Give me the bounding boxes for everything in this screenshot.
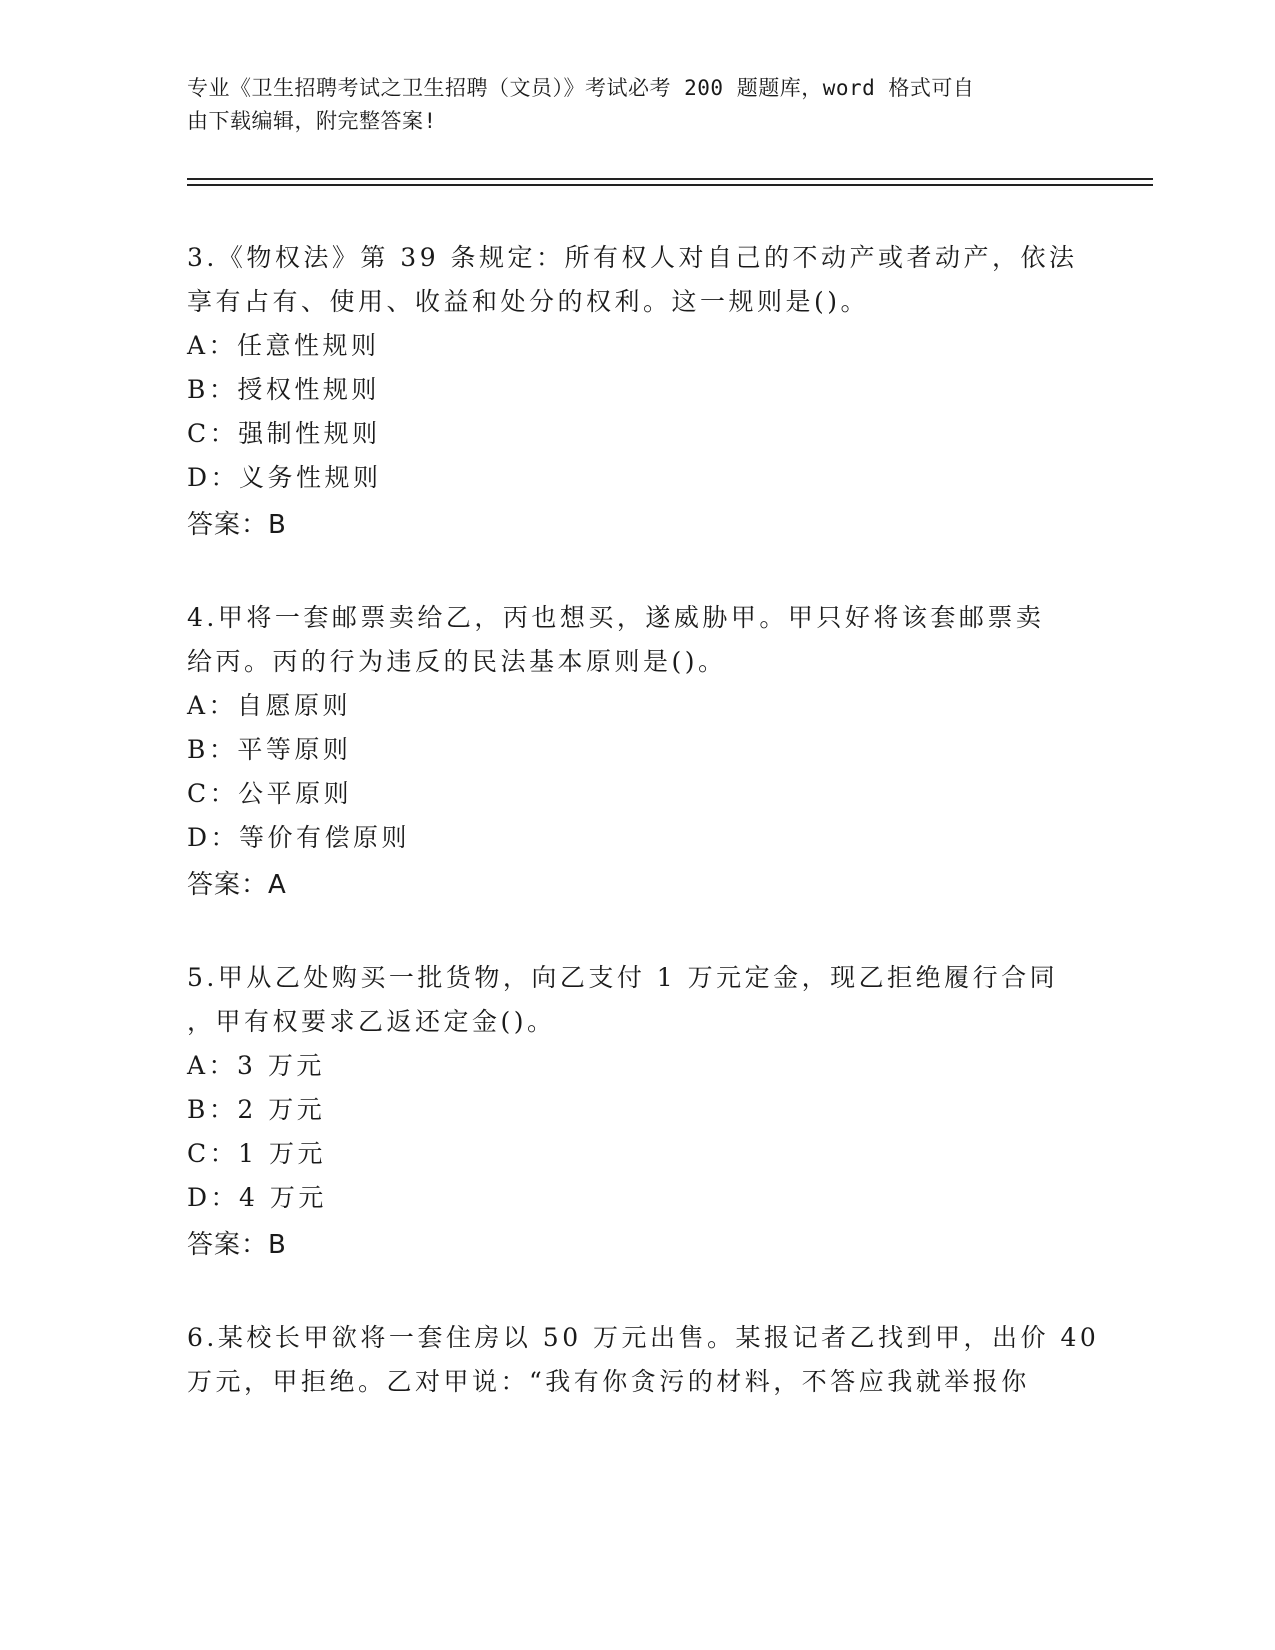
- question-text-line: 给丙。丙的行为违反的民法基本原则是()。: [187, 647, 727, 676]
- question-text-line: 4.甲将一套邮票卖给乙，丙也想买，遂威胁甲。甲只好将该套邮票卖: [187, 603, 1045, 632]
- header-line-1: 专业《卫生招聘考试之卫生招聘（文员）》考试必考 200 题题库，word 格式可自: [187, 76, 975, 100]
- question-text-line: ，甲有权要求乙返还定金()。: [187, 1007, 556, 1036]
- option-c: C：公平原则: [187, 779, 353, 808]
- option-c: C：强制性规则: [187, 419, 381, 448]
- document-header: [187, 72, 1077, 138]
- option-a: A：任意性规则: [187, 331, 380, 360]
- header-divider-bottom: [187, 184, 1153, 186]
- question-text-line: 3.《物权法》第 39 条规定：所有权人对自己的不动产或者动产，依法: [187, 243, 1078, 272]
- option-a: A：自愿原则: [187, 691, 352, 720]
- question-text-line: 5.甲从乙处购买一批货物，向乙支付 1 万元定金，现乙拒绝履行合同: [187, 963, 1059, 992]
- answer: 答案：B: [187, 510, 287, 540]
- answer: 答案：A: [187, 870, 287, 900]
- option-c: C：1 万元: [187, 1139, 326, 1168]
- option-d: D：义务性规则: [187, 463, 382, 492]
- option-b: B：2 万元: [187, 1095, 326, 1124]
- answer: 答案：B: [187, 1230, 287, 1260]
- question-text-line: 万元，甲拒绝。乙对甲说：“我有你贪污的材料，不答应我就举报你: [187, 1367, 1030, 1396]
- question-text-line: 享有占有、使用、收益和处分的权利。这一规则是()。: [187, 287, 870, 316]
- option-b: B：授权性规则: [187, 375, 380, 404]
- option-b: B：平等原则: [187, 735, 352, 764]
- option-d: D：4 万元: [187, 1183, 327, 1212]
- header-line-2: 由下载编辑，附完整答案!: [187, 109, 437, 133]
- option-d: D：等价有偿原则: [187, 823, 411, 852]
- option-a: A：3 万元: [187, 1051, 325, 1080]
- question-text-line: 6.某校长甲欲将一套住房以 50 万元出售。某报记者乙找到甲，出价 40: [187, 1323, 1100, 1352]
- header-divider-top: [187, 178, 1153, 180]
